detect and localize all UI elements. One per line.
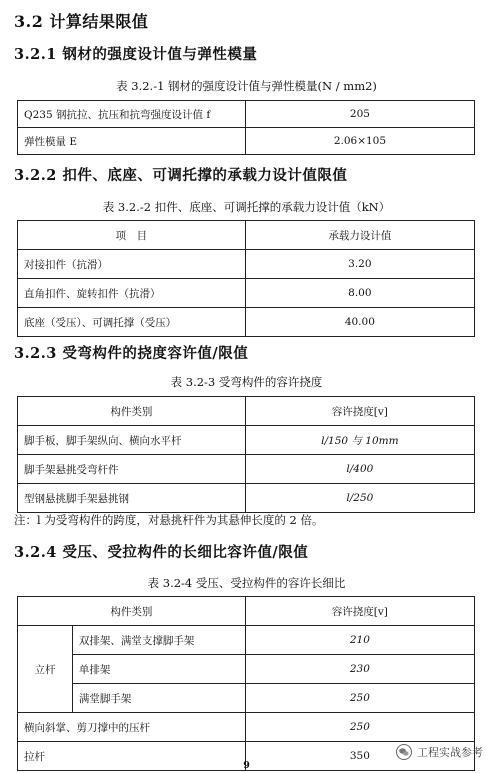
- table-cell: 230: [245, 655, 474, 684]
- column-header: 承载力设计值: [245, 221, 474, 250]
- table-steel-strength: [17, 100, 475, 155]
- table-row: [18, 713, 475, 742]
- table-cell: l/150 与 10mm: [245, 426, 474, 455]
- table-row: [18, 626, 475, 655]
- table-cell: Q235 钢抗拉、抗压和抗弯强度设计值 f: [18, 101, 246, 128]
- table-header-row: [18, 597, 475, 626]
- table-caption-3-2-1: 表 3.2.-1 钢材的强度设计值与弹性模量(N / mm2): [116, 79, 377, 93]
- watermark-text: 工程实战参考: [417, 746, 483, 759]
- table-cell: 直角扣件、旋转扣件（抗滑）: [18, 279, 246, 308]
- table-note: 注：l 为受弯构件的跨度，对悬挑杆件为其悬伸长度的 2 倍。: [14, 513, 324, 527]
- column-header: 容许挠度[v]: [245, 597, 474, 626]
- table-header-row: [18, 397, 475, 426]
- table-cell: 对接扣件（抗滑）: [18, 250, 246, 279]
- table-cell: 型钢悬挑脚手架悬挑钢: [18, 484, 246, 513]
- table-row: [18, 484, 475, 513]
- table-cell: 40.00: [245, 308, 474, 337]
- table-caption-3-2-3: 表 3.2-3 受弯构件的容许挠度: [170, 375, 323, 389]
- heading-3-2-1: 3.2.1 钢材的强度设计值与弹性模量: [14, 46, 258, 63]
- table-row: [18, 101, 475, 128]
- column-header: 项 目: [18, 221, 246, 250]
- table-cell: l/400: [245, 455, 474, 484]
- column-header: 构件类别: [18, 597, 246, 626]
- table-cell: 满堂脚手架: [72, 684, 245, 713]
- table-row: [18, 308, 475, 337]
- table-cell: 横向斜掌、剪刀撑中的压杆: [18, 713, 246, 742]
- table-header-row: [18, 221, 475, 250]
- table-cell: 底座（受压）、可调托撑（受压）: [18, 308, 246, 337]
- table-row: [18, 426, 475, 455]
- table-cell: 250: [245, 684, 474, 713]
- table-cell: 8.00: [245, 279, 474, 308]
- table-row: [18, 128, 475, 155]
- table-caption-3-2-4: 表 3.2-4 受压、受拉构件的容许长细比: [147, 576, 346, 590]
- table-row: [18, 655, 475, 684]
- column-header: 构件类别: [18, 397, 246, 426]
- column-header: 容许挠度[v]: [245, 397, 474, 426]
- table-deflection: [17, 396, 475, 513]
- table-cell: 350: [245, 742, 474, 771]
- heading-3-2-2: 3.2.2 扣件、底座、可调托撑的承载力设计值限值: [14, 167, 348, 184]
- table-cell: 250: [245, 713, 474, 742]
- table-cell: 双排架、满堂支撑脚手架: [72, 626, 245, 655]
- table-bearing-capacity: [17, 220, 475, 337]
- table-row: [18, 250, 475, 279]
- table-cell: 拉杆: [18, 742, 246, 771]
- watermark: [396, 744, 483, 760]
- page-number: 9: [243, 760, 250, 771]
- section-title: 3.2 计算结果限值: [14, 12, 149, 31]
- table-cell: l/250: [245, 484, 474, 513]
- table-cell: 3.20: [245, 250, 474, 279]
- table-cell: 脚手架悬挑受弯杆件: [18, 455, 246, 484]
- heading-3-2-4: 3.2.4 受压、受拉构件的长细比容许值/限值: [14, 544, 309, 561]
- table-caption-3-2-2: 表 3.2.-2 扣件、底座、可调托撑的承载力设计值（kN）: [102, 200, 391, 214]
- heading-3-2-3: 3.2.3 受弯构件的挠度容许值/限值: [14, 345, 249, 362]
- table-cell: 210: [245, 626, 474, 655]
- table-cell: 脚手板，脚手架纵向、横向水平杆: [18, 426, 246, 455]
- table-row: [18, 279, 475, 308]
- table-cell: 单排架: [72, 655, 245, 684]
- table-cell: 2.06×105: [245, 128, 474, 155]
- group-label-cell: 立杆: [18, 626, 73, 713]
- table-cell: 弹性模量 E: [18, 128, 246, 155]
- table-row: [18, 684, 475, 713]
- wechat-icon: [396, 744, 412, 760]
- table-row: [18, 455, 475, 484]
- table-cell: 205: [245, 101, 474, 128]
